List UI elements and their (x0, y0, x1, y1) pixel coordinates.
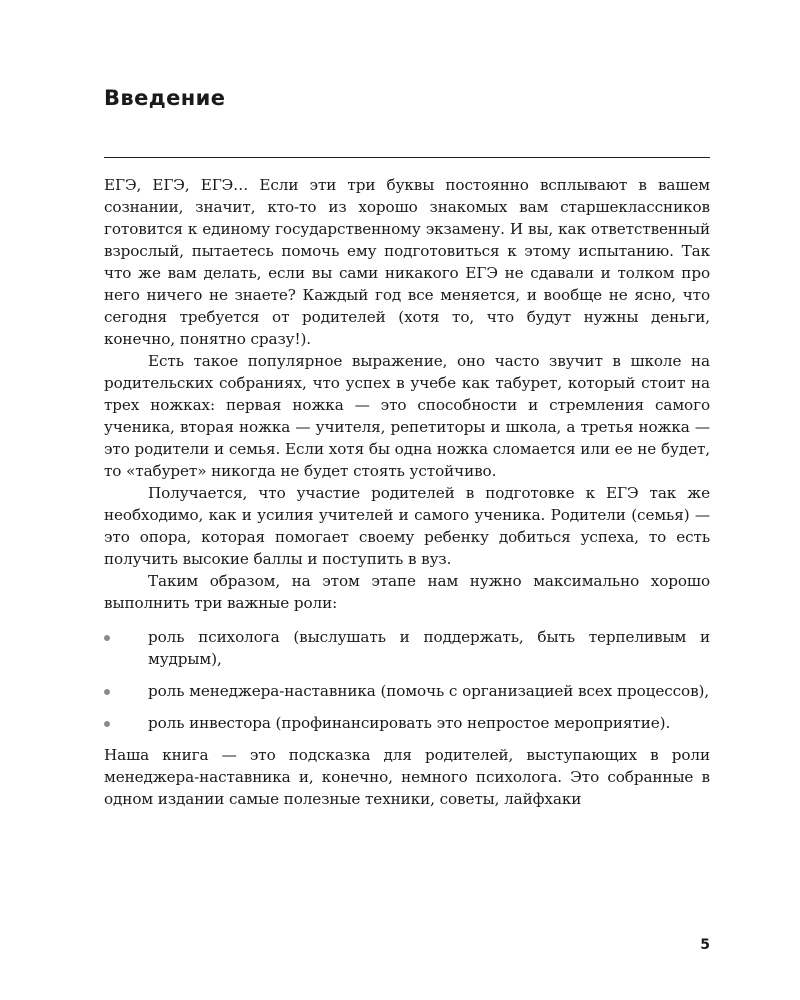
list-item-text: роль менеджера-наставника (помочь с организацией всех процессов), (148, 682, 710, 700)
bullet-icon (104, 721, 110, 727)
list-item (104, 712, 710, 734)
bullet-icon (104, 689, 110, 695)
book-page (104, 0, 710, 1000)
bullet-icon (104, 635, 110, 641)
list-item-text: роль психолога (выслушать и поддержать, быть терпеливым и мудрым), (148, 628, 710, 668)
chapter-title: Введение (104, 86, 226, 110)
list-item-text: роль инвестора (профинансировать это непростое мероприятие). (148, 714, 671, 732)
paragraph-stool: Есть такое популярное выражение, оно часто звучит в школе на родительских собраниях, что успех в учебе как табурет, который стоит на трех ножках: первая ножка — это способности и стремления самого ученика, вторая ножка — учителя, репетиторы и школа, а третья ножка — это родители и семья. Если хотя бы одна ножка сломается или ее не будет, то «табурет» никогда не будет стоять устойчиво. (104, 352, 710, 480)
list-item (104, 680, 710, 702)
list-item (104, 626, 710, 670)
title-divider (104, 157, 710, 158)
paragraph-participation: Получается, что участие родителей в подготовке к ЕГЭ так же необходимо, как и усилия учителей и самого ученика. Родители (семья) — это опора, которая помогает своему ребенку добиться успеха, то есть получить высокие баллы и поступить в вуз. (104, 484, 710, 568)
page-number: 5 (700, 937, 710, 953)
paragraph-roles: Таким образом, на этом этапе нам нужно максимально хорошо выполнить три важные роли: (104, 572, 710, 612)
roles-list (104, 626, 710, 734)
paragraph-closing: Наша книга — это подсказка для родителей, выступающих в роли менеджера-наставника и, конечно, немного психолога. Это собранные в одном издании самые полезные техники, советы, лайфхаки (104, 746, 710, 808)
paragraph-intro: ЕГЭ, ЕГЭ, ЕГЭ… Если эти три буквы постоянно всплывают в вашем сознании, значит, кто-то из хорошо знакомых вам старшеклассников готовится к единому государственному экзамену. И вы, как ответственный взрослый, пытаетесь помочь ему подготовиться к этому испытанию. Так что же вам делать, если вы сами никакого ЕГЭ не сдавали и толком про него ничего не знаете? Каждый год все меняется, и вообще не ясно, что сегодня требуется от родителей (хотя то, что будут нужны деньги, конечно, понятно сразу!). (104, 176, 710, 348)
body-text (104, 174, 710, 810)
